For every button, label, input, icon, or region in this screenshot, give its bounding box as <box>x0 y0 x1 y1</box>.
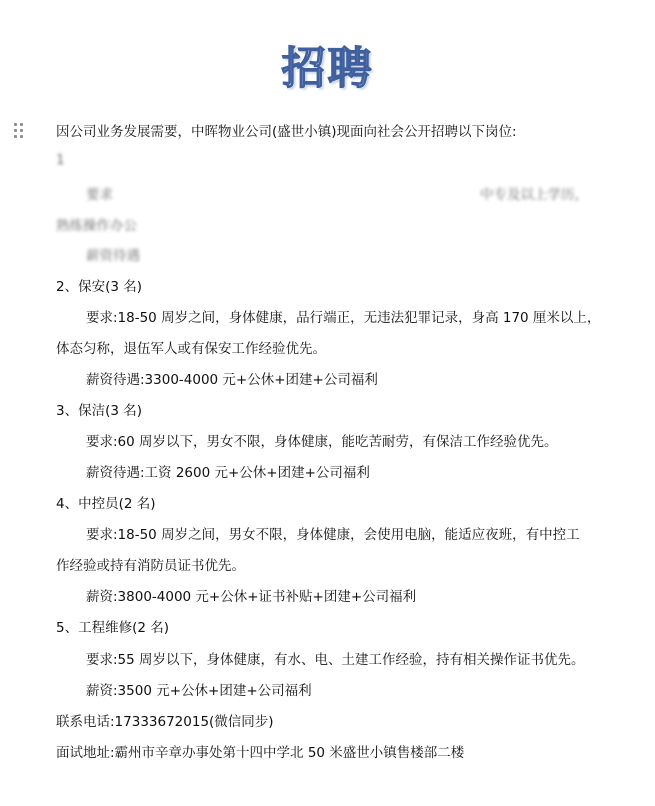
position-requirement: 要求:18-50 周岁之间，身体健康，品行端正，无违法犯罪记录，身高 170 厘米以上， <box>86 310 601 326</box>
drag-handle-icon[interactable] <box>14 123 24 139</box>
position-requirement: 要求:60 周岁以下，男女不限，身体健康，能吃苦耐劳，有保洁工作经验优先。 <box>86 434 558 450</box>
position-salary: 薪资待遇:工资 2600 元+公休+团建+公司福利 <box>86 465 370 481</box>
obscured-text: 要求 <box>86 187 113 203</box>
page-title: 招聘 <box>281 43 374 94</box>
position-requirement: 作经验或持有消防员证书优先。 <box>56 558 245 574</box>
position-salary: 薪资:3500 元+公休+团建+公司福利 <box>86 683 312 699</box>
position-requirement: 要求:55 周岁以下，身体健康，有水、电、土建工作经验，持有相关操作证书优先。 <box>86 652 585 668</box>
intro-paragraph: 因公司业务发展需要，中晖物业公司(盛世小镇)现面向社会公开招聘以下岗位: <box>56 124 517 140</box>
position-heading: 2、保安(3 名) <box>56 279 143 295</box>
interview-address: 面试地址:霸州市辛章办事处第十四中学北 50 米盛世小镇售楼部二楼 <box>56 745 465 761</box>
position-salary: 薪资:3800-4000 元+公休+证书补贴+团建+公司福利 <box>86 589 417 605</box>
obscured-text: 薪资待遇 <box>86 248 140 264</box>
position-heading: 5、工程维修(2 名) <box>56 620 170 636</box>
position-requirement: 体态匀称，退伍军人或有保安工作经验优先。 <box>56 341 326 357</box>
position-requirement: 要求:18-50 周岁之间，男女不限，身体健康，会使用电脑，能适应夜班，有中控工 <box>86 527 580 543</box>
obscured-text: 中专及以上学历， <box>480 187 588 203</box>
position-salary: 薪资待遇:3300-4000 元+公休+团建+公司福利 <box>86 372 378 388</box>
obscured-text: 熟练操作办公 <box>56 218 137 234</box>
obscured-text: 1 <box>56 152 65 168</box>
contact-phone: 联系电话:17333672015(微信同步) <box>56 714 274 730</box>
position-heading: 4、中控员(2 名) <box>56 496 156 512</box>
position-heading: 3、保洁(3 名) <box>56 403 143 419</box>
